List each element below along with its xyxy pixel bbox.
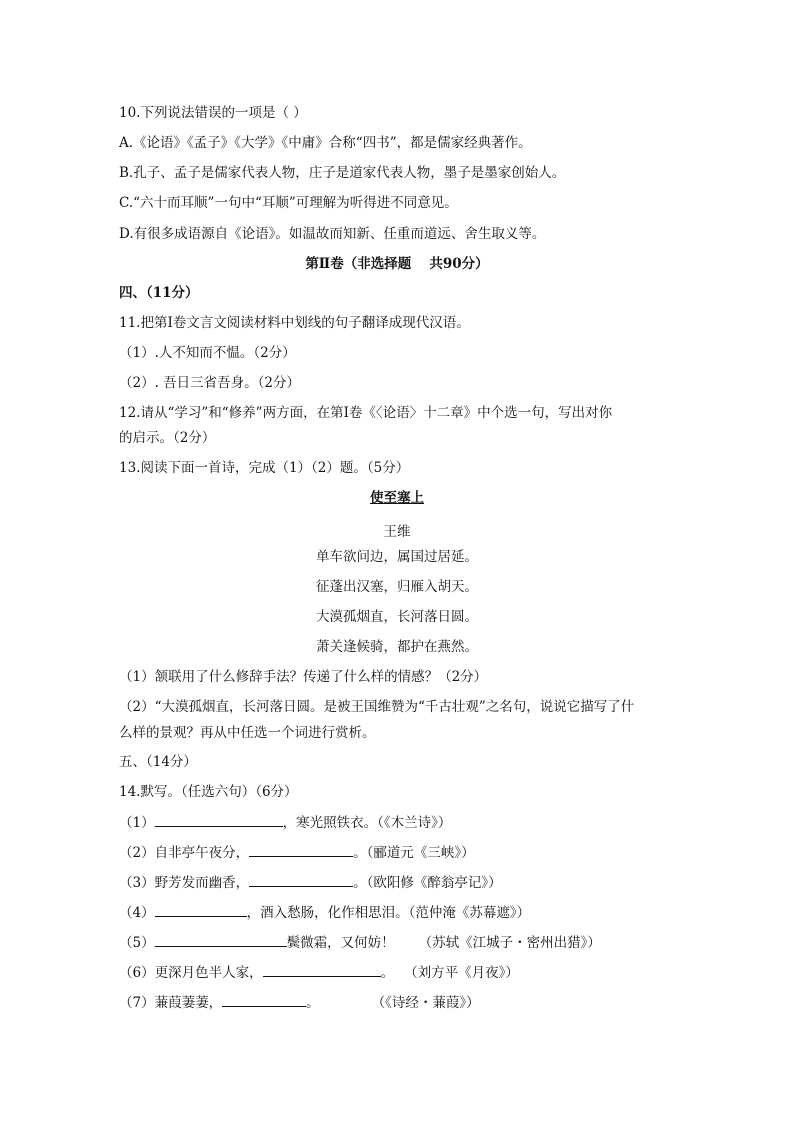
- q11-sub1: （1）.人不知而不愠。（2分）: [119, 345, 296, 361]
- dictation-item-2: [119, 843, 475, 862]
- poem-line: 单车欲问边，属国过居延。: [316, 549, 478, 565]
- q10-option-b: B.孔子、孟子是儒家代表人物，庄子是道家代表人物，墨子是墨家创始人。: [119, 165, 566, 181]
- answer-blank[interactable]: [249, 873, 353, 887]
- q10-stem: 10.下列说法错误的一项是（ ）: [119, 105, 307, 121]
- dictation-item-1: [119, 813, 451, 832]
- q10-option-a: A.《论语》《孟子》《大学》《中庸》合称“四书”，都是儒家经典著作。: [119, 135, 532, 151]
- answer-blank[interactable]: [155, 813, 283, 827]
- dictation-source: （《诗经・蒹葭》）: [371, 995, 480, 1011]
- dictation-text: 。: [380, 965, 395, 981]
- dictation-text: 鬓微霜，又何妨！: [286, 935, 395, 951]
- dictation-prefix: （6）更深月色半人家，: [119, 965, 263, 981]
- section5-heading: 五、（14分）: [119, 754, 197, 770]
- answer-blank[interactable]: [155, 903, 247, 917]
- dictation-prefix: （7）蒹葭萋萋，: [119, 995, 223, 1011]
- q12-line2: 的启示。（2分）: [119, 430, 216, 446]
- dictation-item-6: [119, 963, 519, 982]
- dictation-prefix: （4）: [119, 905, 155, 921]
- dictation-item-3: [119, 873, 502, 892]
- q11-stem: 11.把第Ⅰ卷文言文阅读材料中划线的句子翻译成现代汉语。: [119, 315, 470, 331]
- answer-blank[interactable]: [155, 933, 287, 947]
- dictation-source: （《木兰诗》）: [377, 815, 452, 831]
- dictation-source: （苏轼《江城子・密州出猎》）: [418, 935, 601, 951]
- q12-line1: 12.请从“学习”和“修养”两方面，在第Ⅰ卷《〈论语〉十二章》中个选一句，写出对你: [119, 405, 613, 421]
- q13-sub2-line2: 么样的景观？再从中任选一个词进行赏析。: [119, 725, 376, 741]
- dictation-text: 。: [353, 875, 367, 891]
- q10-option-d: D.有很多成语源自《论语》。如温故而知新、任重而道远、舍生取义等。: [119, 226, 546, 242]
- q13-stem: 13.阅读下面一首诗，完成（1）（2）题。（5分）: [119, 460, 410, 476]
- poem-line: 大漠孤烟直，长河落日圆。: [316, 609, 478, 625]
- dictation-text: ，酒入愁肠，化作相思泪。: [246, 905, 409, 921]
- q13-sub2-line1: （2）“大漠孤烟直，长河落日圆。是被王国维赞为“千古壮观”之名句，说说它描写了什: [119, 699, 635, 715]
- q13-sub1: （1）颔联用了什么修辞手法？传递了什么样的情感？（2分）: [119, 669, 488, 685]
- poem-line: 征蓬出汉塞，归雁入胡天。: [316, 579, 478, 595]
- volume2-title: 第Ⅱ卷（非选择题 共90分）: [305, 256, 489, 272]
- answer-blank[interactable]: [263, 963, 381, 977]
- q14-stem: 14.默写。（任选六句）（6分）: [119, 784, 298, 800]
- poem-line: 萧关逢候骑，都护在燕然。: [316, 639, 478, 655]
- dictation-prefix: （2）自非亭午夜分，: [119, 845, 250, 861]
- dictation-source: （范仲淹《苏幕遮》）: [408, 905, 531, 921]
- dictation-source: （欧阳修《醉翁亭记》）: [366, 875, 502, 891]
- dictation-text: 。: [306, 995, 320, 1011]
- answer-blank[interactable]: [222, 993, 306, 1007]
- dictation-item-7: [119, 993, 480, 1012]
- answer-blank[interactable]: [249, 843, 353, 857]
- dictation-item-5: [119, 933, 601, 952]
- dictation-item-4: [119, 903, 530, 922]
- dictation-text: 。: [353, 845, 367, 861]
- poem-title: 使至塞上: [370, 490, 424, 506]
- dictation-prefix: （3）野芳发而幽香，: [119, 875, 250, 891]
- q10-option-c: C.“六十而耳顺”一句中“耳顺”可理解为听得进不同意见。: [119, 195, 458, 211]
- section4-heading: 四、（11分）: [119, 285, 199, 301]
- dictation-text: ，寒光照铁衣。: [282, 815, 378, 831]
- dictation-source: （刘方平《月夜》）: [404, 965, 519, 981]
- dictation-source: （郦道元《三峡》）: [366, 845, 475, 861]
- q11-sub2: （2）. 吾日三省吾身。（2分）: [119, 375, 301, 391]
- dictation-prefix: （1）: [119, 815, 155, 831]
- poem-author: 王维: [383, 524, 411, 540]
- dictation-prefix: （5）: [119, 935, 155, 951]
